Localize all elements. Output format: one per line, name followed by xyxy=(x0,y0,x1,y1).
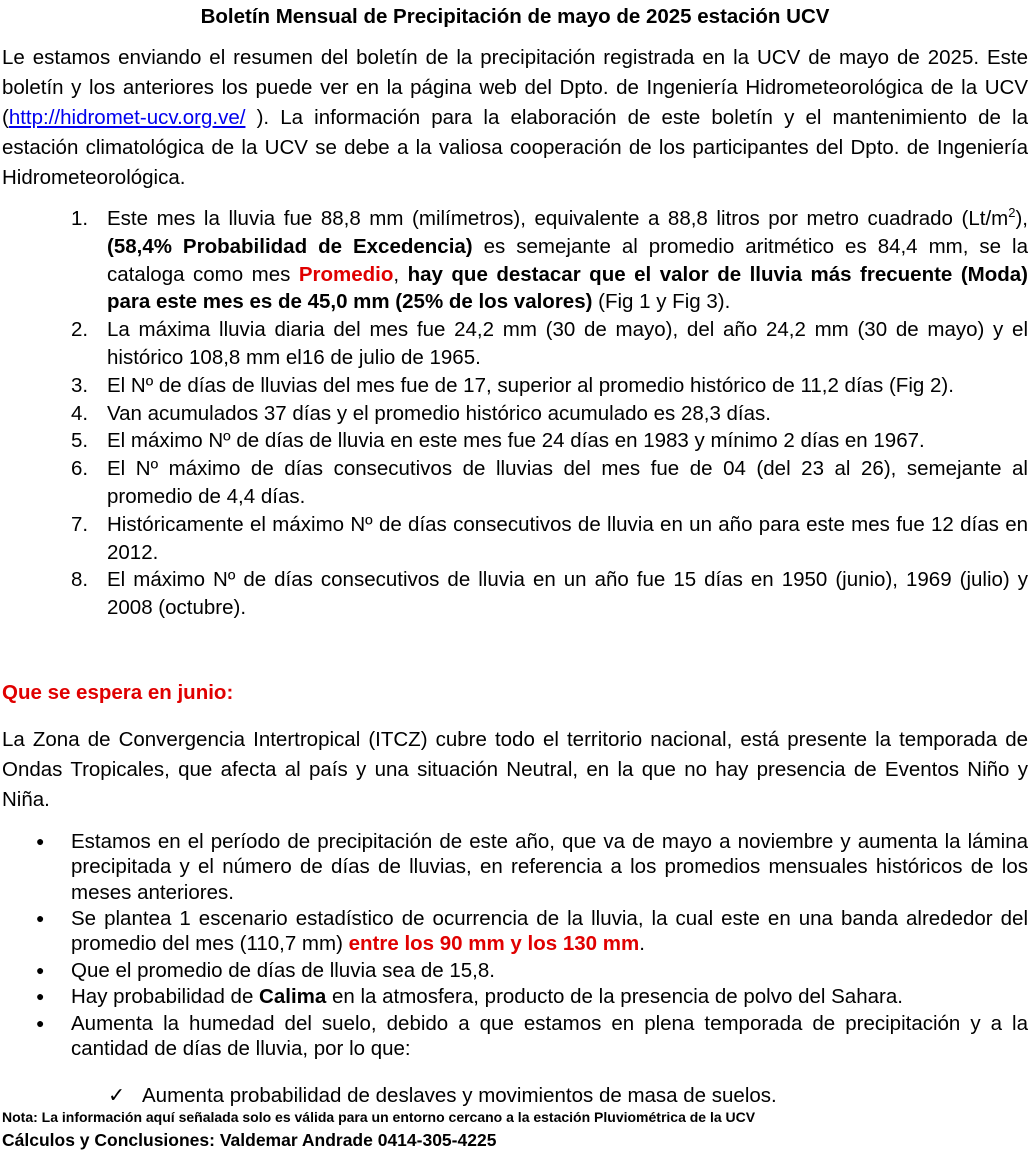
bullet-icon: ● xyxy=(36,988,45,1005)
list-item xyxy=(0,455,1028,511)
item-text: (Fig 1 y Fig 3). xyxy=(592,290,731,314)
item-text: ), xyxy=(1015,207,1028,230)
item-number: 6. xyxy=(71,457,89,481)
bullet-icon: ● xyxy=(36,833,45,849)
bullet-item xyxy=(0,958,1028,983)
item-number: 2. xyxy=(71,318,89,342)
item-text: El Nº de días de lluvias del mes fue de 17, superior al promedio histórico de 11,2 días (Fig 2). xyxy=(107,373,954,397)
sub-bullet-text: Aumenta probabilidad de deslaves y movimientos de masa de suelos. xyxy=(142,1084,777,1107)
page-title: Boletín Mensual de Precipitación de mayo de 2025 estación UCV xyxy=(200,5,830,28)
item-text: es semejante al promedio aritmético es 84,4 mm, se la cataloga como mes xyxy=(107,234,1028,286)
list-item xyxy=(0,427,1028,455)
mode-highlight: hay que destacar que el valor de lluvia más frecuente (Moda) para este mes es de 45,0 mm (25% de los valores) xyxy=(107,262,1028,314)
intro-text-2: ). La información para la elaboración de este boletín y el mantenimiento de la estación climatológica de la UCV se debe a la valiosa cooperación de los participantes del Dpto. de Ingeniería Hidrometeorológica. xyxy=(2,106,1028,189)
item-number: 4. xyxy=(71,401,89,425)
bullet-list xyxy=(0,829,1030,1063)
calima-term: Calima xyxy=(259,985,327,1009)
item-number: 5. xyxy=(71,429,89,453)
list-item xyxy=(0,511,1028,567)
item-number: 1. xyxy=(71,207,89,230)
exceedance-probability: (58,4% Probabilidad de Excedencia) xyxy=(107,234,473,258)
list-item xyxy=(0,372,1028,400)
intro-text-1: Le estamos enviando el resumen del boletín de la precipitación registrada en la UCV de mayo de 2025. Este boletín y los anteriores los puede ver en la página web del Dpto. de Ingeniería Hidrometeorológica de la UCV ( xyxy=(2,46,1028,129)
bullet-text: en la atmosfera, producto de la presencia de polvo del Sahara. xyxy=(326,985,903,1009)
item-text: El máximo Nº de días consecutivos de lluvia en un año fue 15 días en 1950 (junio), 1969 (julio) y 2008 (octubre). xyxy=(107,568,1028,620)
item-text: , xyxy=(393,262,408,286)
outlook-paragraph: La Zona de Convergencia Intertropical (ITCZ) cubre todo el territorio nacional, está presente la temporada de Ondas Tropicales, que afecta al país y una situación Neutral, en la que no hay presencia de Eventos Niño y Niña. xyxy=(2,728,1028,811)
superscript: 2 xyxy=(1008,205,1016,221)
item-number: 7. xyxy=(71,512,89,536)
item-text: Históricamente el máximo Nº de días consecutivos de lluvia en un año para este mes fue 12 días en 2012. xyxy=(107,512,1028,564)
list-item xyxy=(0,566,1028,622)
bullet-item xyxy=(0,906,1028,957)
bullet-icon: ● xyxy=(36,910,45,927)
credits-line: Cálculos y Conclusiones: Valdemar Andrade 0414-305-4225 xyxy=(2,1130,497,1150)
bullet-text: Estamos en el período de precipitación de este año, que va de mayo a noviembre y aumenta la lámina precipitada y el número de días de lluvias, en referencia a los promedios mensuales históricos de los meses anteriores. xyxy=(71,830,1028,904)
bullet-item xyxy=(0,984,1028,1009)
item-number: 8. xyxy=(71,568,89,592)
bullet-item xyxy=(0,1011,1028,1062)
bullet-text: Se plantea 1 escenario estadístico de ocurrencia de la lluvia, la cual este en una banda alrededor del promedio del mes (110,7 mm) xyxy=(71,907,1028,956)
item-text: Este mes la lluvia fue 88,8 mm (milímetros), equivalente a 88,8 litros por metro cuadrado (Lt/m xyxy=(107,207,1009,230)
list-item xyxy=(0,205,1028,316)
section-heading: Que se espera en junio: xyxy=(2,681,234,704)
bullet-text: . xyxy=(639,932,645,956)
bullet-icon: ● xyxy=(36,1014,45,1031)
item-text: La máxima lluvia diaria del mes fue 24,2 mm (30 de mayo), del año 24,2 mm (30 de mayo) y el histórico 108,8 mm el16 de julio de 1965. xyxy=(107,318,1028,369)
bullet-text: Que el promedio de días de lluvia sea de 15,8. xyxy=(71,958,495,982)
bullet-text: Hay probabilidad de xyxy=(71,985,260,1009)
item-text: El máximo Nº de días de lluvia en este mes fue 24 días en 1983 y mínimo 2 días en 1967. xyxy=(107,429,925,453)
list-item xyxy=(0,316,1028,372)
item-number: 3. xyxy=(71,373,89,397)
list-item xyxy=(0,400,1028,428)
checkmark-icon: ✓ xyxy=(108,1084,126,1107)
item-text: El Nº máximo de días consecutivos de lluvias del mes fue de 04 (del 23 al 26), semejante al promedio de 4,4 días. xyxy=(107,457,1028,508)
bullet-item xyxy=(0,829,1028,905)
numbered-list xyxy=(0,205,1030,622)
month-category: Promedio xyxy=(298,262,394,286)
disclaimer-note: Nota: La información aquí señalada solo es válida para un entorno cercano a la estación Pluviométrica de la UCV xyxy=(2,1109,756,1125)
bullet-text: Aumenta la humedad del suelo, debido a que estamos en plena temporada de precipitación y a la cantidad de días de lluvia, por lo que: xyxy=(71,1011,1028,1061)
item-text: Van acumulados 37 días y el promedio histórico acumulado es 28,3 días. xyxy=(107,401,771,425)
bullet-icon: ● xyxy=(36,961,45,978)
website-link[interactable]: http://hidromet-ucv.org.ve/ xyxy=(8,106,246,129)
intro-paragraph xyxy=(2,43,1028,193)
rain-range: entre los 90 mm y los 130 mm xyxy=(348,932,640,956)
